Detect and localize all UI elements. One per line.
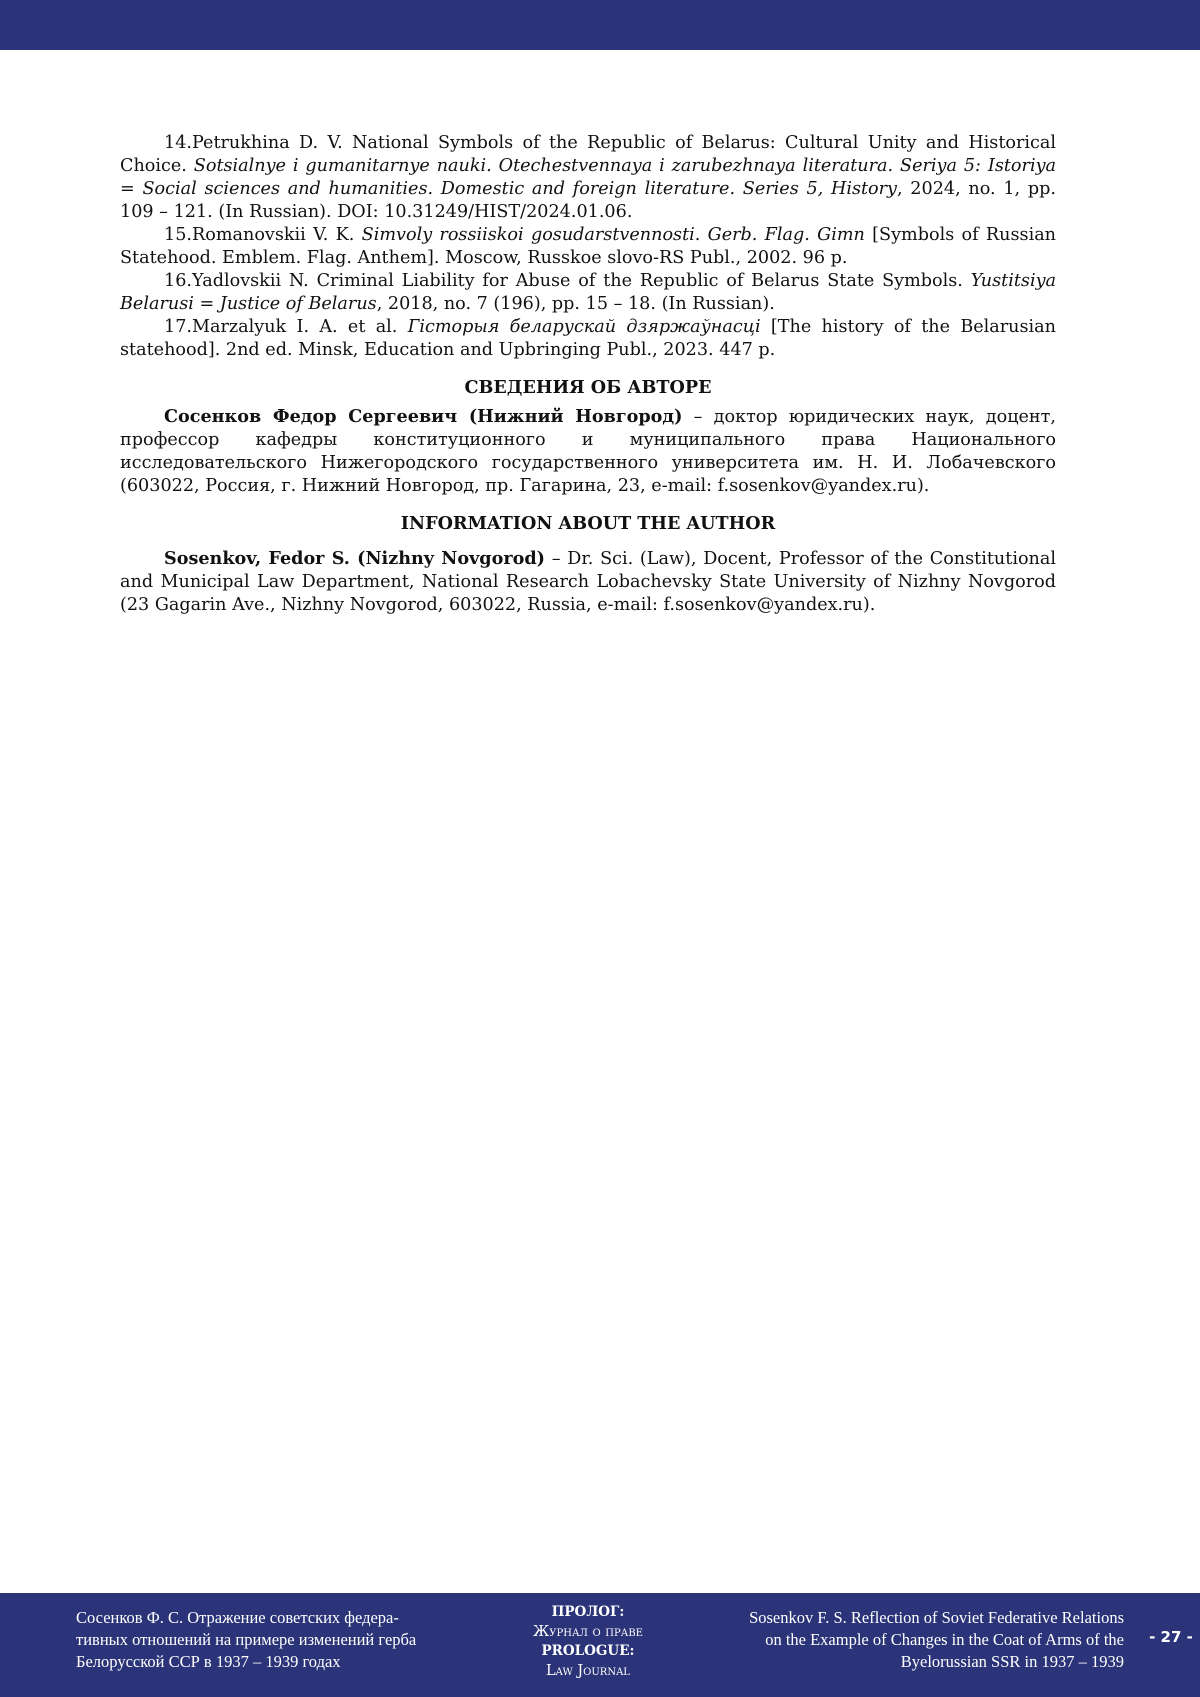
footer-right-line: Byelorussian SSR in 1937 – 1939: [900, 1652, 1124, 1671]
reference-text: , 2018, no. 7 (196), pp. 15 – 18. (In Russian).: [376, 294, 775, 314]
author-name-ru: Сосенков Федор Сергеевич (Нижний Новгород): [164, 406, 683, 427]
author-details-en: – Dr. Sci. (Law), Docent, Professor of the Constitutional and Municipal Law Department, National Research Lobachevsky State University of Nizhny Novgorod (23 Gagarin Ave., Nizhny Novgorod, 603022, Russia, e-mail: f.sosenkov@yandex.ru).: [120, 549, 1056, 615]
journal-title-en: PROLOGUE:: [541, 1643, 635, 1659]
reference-item: [120, 132, 1056, 224]
author-info-en: [120, 547, 1056, 617]
reference-source-title: Гісторыя беларускай дзяржаўнасці: [407, 317, 761, 337]
reference-source-title: Sotsialnye i gumanitarnye nauki. Otechestvennaya i zarubezhnaya literatura. Seriya 5: Istoriya = Social sciences and humanities. Domestic and foreign literature. Series 5, History: [120, 156, 1056, 199]
author-name-en: Sosenkov, Fedor S. (Nizhny Novgorod): [164, 548, 545, 569]
reference-source-title: Simvoly rossiiskoi gosudarstvennosti. Gerb. Flag. Gimn: [361, 225, 865, 245]
reference-text: , 2024, no. 1, pp. 109 – 121. (In Russian). DOI: 10.31249/HIST/2024.01.06.: [120, 179, 1056, 222]
footer-left-line: тивных отношений на примере изменений герба: [76, 1630, 417, 1649]
reference-item: [120, 224, 1056, 270]
footer-article-title-ru: [76, 1607, 476, 1673]
top-header-band: [0, 0, 1200, 50]
reference-text: Romanovskii V. K.: [191, 225, 362, 245]
reference-number: 16.: [164, 271, 192, 291]
journal-subtitle-en: Law Journal: [546, 1662, 630, 1679]
reference-text: [The history of the Belarusian statehood]. 2nd ed. Minsk, Education and Upbringing Publ., 2023. 447 p.: [120, 317, 1056, 360]
footer-right-line: on the Example of Changes in the Coat of Arms of the: [765, 1630, 1124, 1649]
author-info-heading-ru: СВЕДЕНИЯ ОБ АВТОРЕ: [464, 377, 712, 398]
reference-list: [120, 132, 1056, 362]
page-number: - 27 -: [1149, 1628, 1193, 1646]
reference-number: 14.: [164, 133, 192, 153]
journal-title-ru: ПРОЛОГ:: [551, 1604, 625, 1620]
page-content: [120, 132, 1056, 617]
footer-band: [0, 1593, 1200, 1697]
reference-text: Petrukhina D. V. National Symbols of the Republic of Belarus: Cultural Unity and Historical Choice.: [120, 133, 1056, 176]
journal-subtitle-ru: Журнал о праве: [533, 1623, 643, 1640]
footer-left-line: Сосенков Ф. С. Отражение советских федера-: [76, 1608, 399, 1627]
author-info-ru: [120, 405, 1056, 498]
author-info-heading-en: INFORMATION ABOUT THE AUTHOR: [400, 513, 776, 534]
author-details-ru: – доктор юридических наук, доцент, профессор кафедры конституционного и муниципального права Национального исследовательского Нижегородского государственного университета им. Н. И. Лобачевского (603022, Россия, г. Нижний Новгород, пр. Гагарина, 23, e-mail: f.sosenkov@yandex.ru).: [120, 407, 1056, 496]
reference-source-title: Yustitsiya Belarusi = Justice of Belarus: [120, 271, 1056, 314]
footer-article-title-en: [700, 1607, 1124, 1673]
reference-number: 15.: [164, 225, 192, 245]
reference-text: Yadlovskii N. Criminal Liability for Abuse of the Republic of Belarus State Symbols.: [191, 271, 971, 291]
footer-journal-name: [488, 1603, 688, 1681]
reference-item: [120, 270, 1056, 316]
reference-text: Marzalyuk I. A. et al.: [191, 317, 408, 337]
reference-number: 17.: [164, 317, 192, 337]
reference-item: [120, 316, 1056, 362]
footer-left-line: Белорусской ССР в 1937 – 1939 годах: [76, 1652, 341, 1671]
footer-right-line: Sosenkov F. S. Reflection of Soviet Federative Relations: [749, 1608, 1124, 1627]
reference-text: [Symbols of Russian Statehood. Emblem. Flag. Anthem]. Moscow, Russkoe slovo-RS Publ., 2002. 96 p.: [120, 225, 1057, 268]
